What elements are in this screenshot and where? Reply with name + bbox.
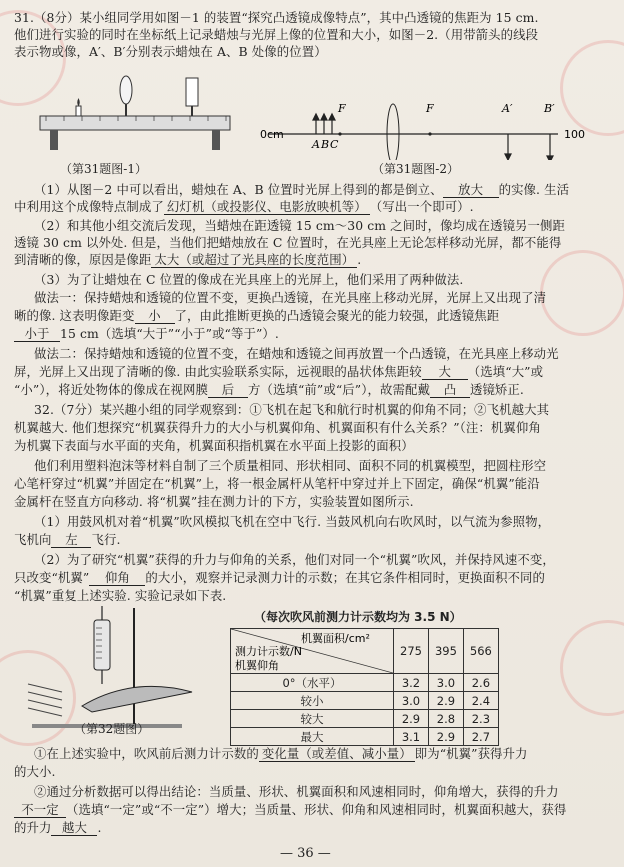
q31-answer-xiao: 小: [135, 308, 175, 324]
angle-cell: 较大: [231, 710, 394, 728]
airflow-lines: [28, 684, 62, 716]
q31-p1-line-2: [14, 199, 474, 215]
fig31-1-caption: （第31题图-1）: [60, 162, 147, 176]
bench-rail: [40, 116, 230, 130]
q31-p3-line-4: [14, 326, 279, 342]
q31-p3-line-1: （3）为了让蜡烛在 C 位置的像成在光具座上的光屏上，他们采用了两种做法.: [34, 272, 464, 287]
q32-answer-change: 变化量（或差值、减小量）: [259, 746, 415, 762]
wing-model: [82, 686, 192, 712]
bench-leg: [50, 130, 58, 150]
q31-p1-text: 的实像. 生活: [498, 182, 570, 197]
q31-p3-text: 了，由此推断更换的凸透镜会聚光的能力较强，此透镜焦距: [174, 308, 500, 323]
q31-answer-hou: 后: [208, 382, 248, 398]
q32-p3-text: .: [97, 820, 102, 835]
value-cell: 2.8: [428, 710, 463, 728]
table-row: [231, 692, 499, 710]
value-cell: 2.9: [428, 728, 463, 746]
angle-cell: 最大: [231, 728, 394, 746]
q31-p3-line-7: [14, 382, 524, 398]
q31-answer-reason: 太大（或超过了光具座的长度范围）: [151, 252, 357, 268]
q32-p2-line-1: （2）为了研究“机翼”获得的升力与仰角的关系，他们对同一个“机翼”吹风，并保持风速不变，: [34, 552, 555, 567]
q31-answer-tu: 凸: [430, 382, 470, 398]
q31-answer-device: 幻灯机（或投影仪、电影放映机等）: [164, 199, 370, 215]
q32-answer-yangjiao: 仰角: [89, 570, 145, 586]
q32-line-4: 他们利用塑料泡沫等材料自制了三个质量相同、形状相同、面积不同的机翼模型，把圆柱形空: [34, 458, 547, 473]
fig31-2-caption: （第31题图-2）: [372, 162, 459, 176]
q32-p2-text: 的大小，观察并记录测力计的示数；在其它条件相同时，更换面积不同的: [145, 570, 546, 585]
q32-answer-zuo: 左: [51, 532, 91, 548]
table-corner-cell: [231, 629, 394, 674]
value-cell: 3.1: [394, 728, 429, 746]
q31-p2-line-2: 透镜 30 cm 以外处. 但是，当他们把蜡烛放在 C 位置时，在光具座上无论怎样移动光屏，都不能得: [14, 235, 562, 250]
convex-lens: [120, 76, 132, 104]
point-label-a: A: [312, 138, 320, 151]
q31-line-3: 表示物或像，A′、B′分别表示蜡烛在 A、B 处像的位置）: [14, 44, 327, 59]
focus-label-right: F: [426, 102, 434, 115]
value-cell: 3.2: [394, 674, 429, 692]
table-row: [231, 710, 499, 728]
q32-p3-text: ①在上述实验中，吹风前后测力计示数的: [34, 746, 259, 761]
q32-p3-line-2: 的大小.: [14, 764, 56, 779]
q31-line-1: 31.（8分）某小组同学用如图－1 的装置“探究凸透镜成像特点”，其中凸透镜的焦距为 15 cm.: [14, 10, 539, 25]
q32-p3-text: 的升力: [14, 820, 52, 835]
header-force-label: 测力计示数/N: [235, 645, 302, 658]
lens-symbol: [387, 104, 399, 160]
q32-p2-text: 只改变“机翼”: [14, 570, 90, 585]
q32-p1-text: 飞行.: [91, 532, 121, 547]
q32-line-2: 机翼越大. 他们想探究“机翼获得升力的大小与机翼仰角、机翼面积有什么关系？”（注：机翼仰角: [14, 420, 541, 435]
value-cell: 2.7: [463, 728, 498, 746]
q31-line-2: 他们进行实验的同时在坐标纸上记录蜡烛与光屏上像的位置和大小，如图－2.（用带箭头的线段: [14, 27, 539, 42]
angle-cell: 较小: [231, 692, 394, 710]
q32-line-5: 心笔杆穿过“机翼”并固定在“机翼”上，将一根金属杆从笔杆中穿过并上下固定，确保“机翼”能沿: [14, 476, 540, 491]
q31-answer-xiaoyu: 小于: [14, 326, 60, 342]
fig32-caption: （第32题图）: [74, 722, 150, 736]
q32-answer-yueda: 越大: [51, 820, 97, 836]
table-caption: （每次吹风前测力计示数均为 3.5 N）: [254, 610, 462, 624]
q31-p3-text: （选填“大”或: [467, 364, 544, 379]
q32-p3-line-1: [34, 746, 528, 762]
q31-p2-line-1: （2）和其他小组交流后发现，当蜡烛在距透镜 15 cm～30 cm 之间时，像均成在透镜另一侧距: [34, 218, 566, 233]
q31-p2-line-3: [14, 252, 361, 268]
focus-label-left: F: [338, 102, 346, 115]
point-label-b: B: [321, 138, 330, 151]
q31-answer-fangda: 放大: [443, 182, 499, 198]
wing-apparatus-figure: [22, 606, 218, 732]
watermark-stamp: [540, 250, 624, 336]
q31-p3-line-3: [14, 308, 499, 324]
value-cell: 2.9: [428, 692, 463, 710]
table-header-row: [231, 629, 499, 674]
value-cell: 3.0: [428, 674, 463, 692]
q32-p2-line-2: [14, 570, 545, 586]
header-area-label: 机翼面积/cm²: [301, 632, 370, 645]
candle: [76, 106, 81, 116]
q31-p1-line-1: [34, 182, 569, 198]
value-cell: 3.0: [394, 692, 429, 710]
q31-p3-text: 屏，光屏上又出现了清晰的像. 由此实验联系实际，远视眼的晶状体焦距较: [14, 364, 422, 379]
q32-p3-line-5: [14, 820, 102, 836]
q32-p3-line-4: [14, 802, 566, 818]
axis-zero-label: 0cm: [260, 128, 284, 141]
q31-p1-text: 中利用这个成像特点制成了: [14, 199, 164, 214]
q31-p3-text: 15 cm（选填“大于”“小于”或“等于”）.: [60, 326, 279, 341]
area-header: 566: [463, 629, 498, 674]
q32-p2-line-3: “机翼”重复上述实验. 实验记录如下表.: [14, 588, 227, 603]
image-label-b: B′: [544, 102, 555, 115]
q32-line-1: 32.（7分）某兴趣小组的同学观察到：①飞机在起飞和航行时机翼的仰角不同；②飞机越大其: [34, 402, 550, 417]
table-row: [231, 728, 499, 746]
q32-p3-text: 即为“机翼”获得升力: [414, 746, 528, 761]
value-cell: 2.6: [463, 674, 498, 692]
q31-p3-line-6: [14, 364, 543, 380]
angle-cell: 0°（水平）: [231, 674, 394, 692]
area-header: 275: [394, 629, 429, 674]
q32-line-3: 为机翼下表面与水平面的夹角，机翼面积指机翼在水平面上投影的面积）: [14, 438, 414, 453]
axis-end-label: 100: [564, 128, 585, 141]
q31-p3-text: 方（选填“前”或“后”），故需配戴: [248, 382, 430, 397]
watermark-stamp: [560, 620, 624, 716]
q32-p1-line-2: [14, 532, 121, 548]
optical-bench-figure: [36, 68, 236, 158]
q31-p1-text: （写出一个即可）.: [369, 199, 474, 214]
focus-point-left: [338, 132, 341, 135]
area-header: 395: [428, 629, 463, 674]
candle-flame: [77, 98, 80, 106]
q31-p2-text: 到清晰的像，原因是像距: [14, 252, 152, 267]
corner-diagonal: [231, 629, 393, 673]
image-arrows: [505, 134, 553, 160]
image-label-a: A′: [502, 102, 513, 115]
q32-p3-line-3: ②通过分析数据可以得出结论：当质量、形状、机翼面积和风速相同时，仰角增大，获得的升力: [34, 784, 559, 799]
table-row: [231, 674, 499, 692]
focus-point-right: [428, 132, 431, 135]
light-screen: [186, 78, 198, 106]
coordinate-record-figure: [258, 90, 598, 160]
value-cell: 2.3: [463, 710, 498, 728]
q31-p3-text: 透镜矫正.: [469, 382, 524, 397]
q31-p1-text: （1）从图－2 中可以看出，蜡烛在 A、B 位置时光屏上得到的都是倒立、: [34, 182, 443, 197]
data-table: [230, 628, 499, 746]
spring-scale: [94, 620, 110, 670]
q32-p1-text: 飞机向: [14, 532, 52, 547]
object-arrows: [313, 114, 335, 134]
value-cell: 2.9: [394, 710, 429, 728]
q31-p3-text: “小”），将近处物体的像成在视网膜: [14, 382, 209, 397]
q31-p3-text: 晰的像. 这表明像距变: [14, 308, 135, 323]
page-number: — 36 —: [280, 846, 331, 861]
q32-p1-line-1: （1）用鼓风机对着“机翼”吹风模拟飞机在空中飞行. 当鼓风机向右吹风时，以气流为参照物，: [34, 514, 551, 529]
q32-line-6: 金属杆在竖直方向移动. 将“机翼”挂在测力计的下方，实验装置如图所示.: [14, 494, 414, 509]
q31-answer-da: 大: [422, 364, 468, 380]
value-cell: 2.4: [463, 692, 498, 710]
q32-p3-text: （选填“一定”或“不一定”）增大；当质量、形状、仰角和风速相同时，机翼面积越大，获得: [66, 802, 567, 817]
bench-leg: [212, 130, 220, 150]
q32-answer-buyiding: 不一定: [14, 802, 66, 818]
q31-p2-text: .: [357, 252, 362, 267]
q31-p3-line-2: 做法一：保持蜡烛和透镜的位置不变，更换凸透镜，在光具座上移动光屏，光屏上又出现了清: [34, 290, 547, 305]
q31-p3-line-5: 做法二：保持蜡烛和透镜的位置不变，在蜡烛和透镜之间再放置一个凸透镜，在光具座上移动光: [34, 346, 559, 361]
header-angle-label: 机翼仰角: [235, 659, 279, 672]
point-label-c: C: [330, 138, 339, 151]
